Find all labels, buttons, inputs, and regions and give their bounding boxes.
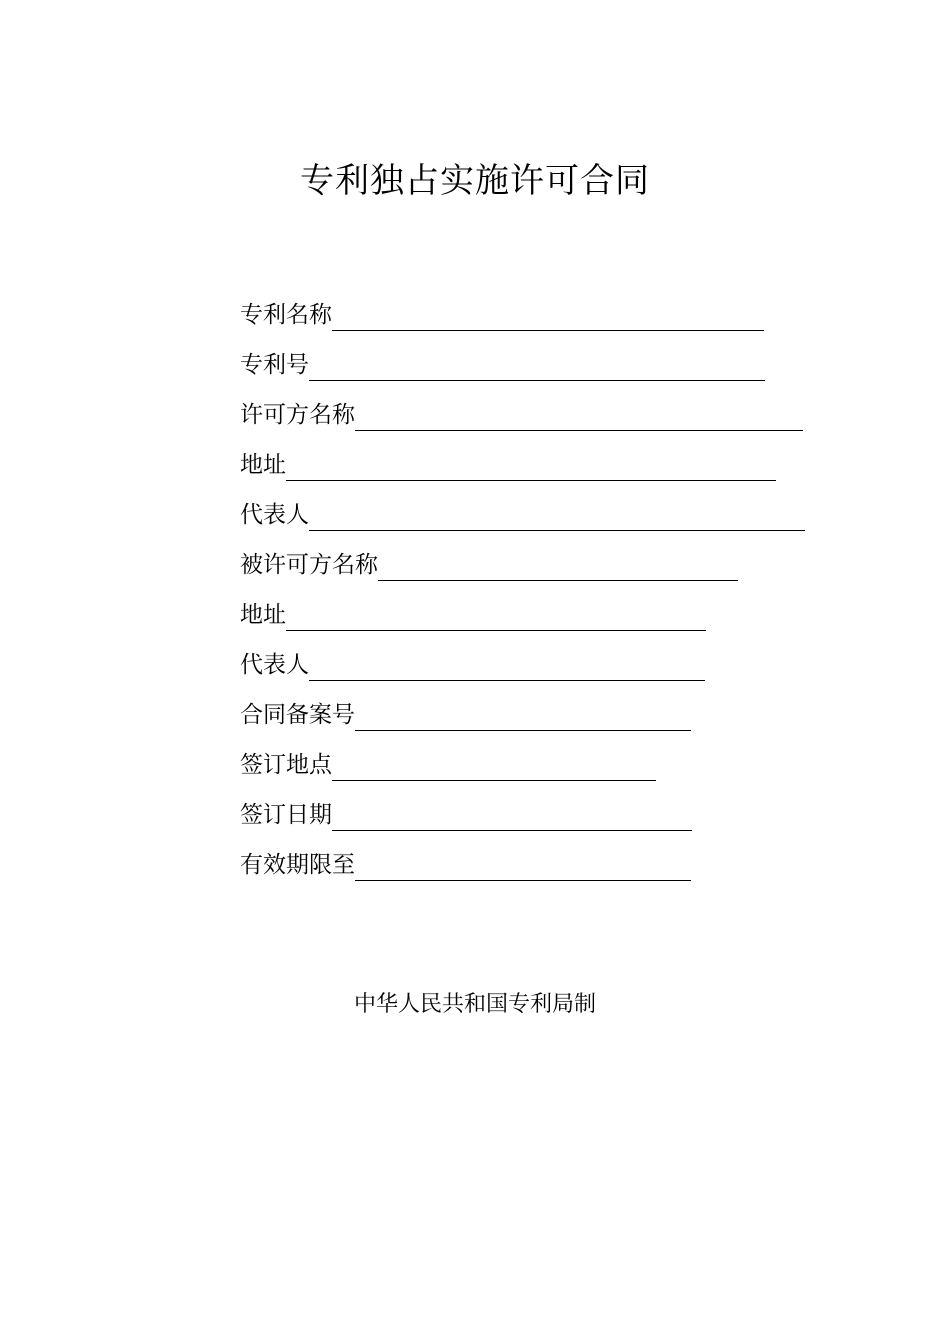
blank-line[interactable]	[332, 830, 692, 831]
field-label: 代表人	[240, 652, 309, 678]
blank-line[interactable]	[332, 330, 764, 331]
field-patent-name	[240, 300, 764, 330]
field-signing-place	[240, 750, 656, 780]
blank-line[interactable]	[286, 480, 776, 481]
field-label: 专利名称	[240, 302, 332, 328]
field-label: 专利号	[240, 352, 309, 378]
blank-line[interactable]	[309, 530, 805, 531]
field-label: 地址	[240, 602, 286, 628]
blank-line[interactable]	[332, 780, 656, 781]
document-title: 专利独占实施许可合同	[300, 161, 650, 201]
field-label: 许可方名称	[240, 402, 355, 428]
field-label: 有效期限至	[240, 852, 355, 878]
field-validity-period	[240, 850, 691, 880]
blank-line[interactable]	[355, 430, 803, 431]
field-licensee-address	[240, 600, 706, 630]
blank-line[interactable]	[309, 680, 705, 681]
field-label: 地址	[240, 452, 286, 478]
field-licensee-name	[240, 550, 738, 580]
field-patent-number	[240, 350, 765, 380]
field-label: 合同备案号	[240, 702, 355, 728]
field-licensor-address	[240, 450, 776, 480]
blank-line[interactable]	[355, 730, 691, 731]
field-label: 签订日期	[240, 802, 332, 828]
blank-line[interactable]	[355, 880, 691, 881]
field-label: 被许可方名称	[240, 552, 378, 578]
issuing-authority: 中华人民共和国专利局制	[353, 992, 596, 1017]
blank-line[interactable]	[286, 630, 706, 631]
field-contract-record-number	[240, 700, 691, 730]
field-label: 签订地点	[240, 752, 332, 778]
field-signing-date	[240, 800, 692, 830]
field-label: 代表人	[240, 502, 309, 528]
blank-line[interactable]	[378, 580, 738, 581]
field-licensor-representative	[240, 500, 805, 530]
field-licensor-name	[240, 400, 803, 430]
field-licensee-representative	[240, 650, 705, 680]
blank-line[interactable]	[309, 380, 765, 381]
